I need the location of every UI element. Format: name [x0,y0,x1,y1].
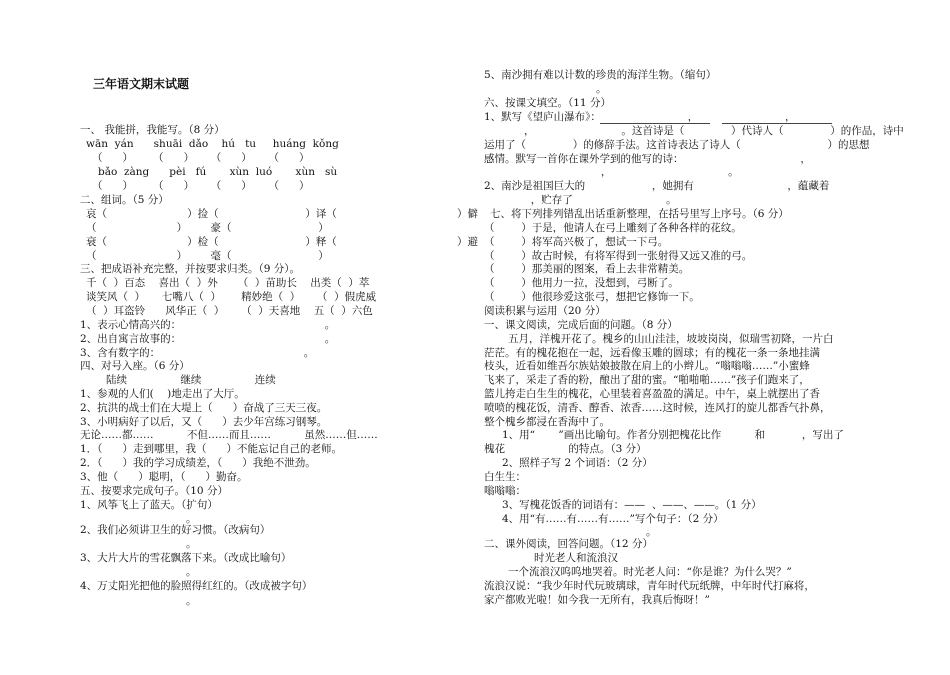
fill-sentence-3: 3、小明病好了以后，又（ ）去少年宫练习钢琴。 [80,416,328,428]
passage-line-3: 枝头，近看如维吾尔族姑娘披散在肩上的小辫儿。“嗡嗡嗡……”小蜜蜂 [484,360,810,372]
poem-line-3: 运用了（ ）的修辞手法。这首诗表达了诗人（ ）的思想 [484,139,870,151]
fill-sentence-6: 3、他（ ）聪明，（ ）勤奋。 [80,471,248,483]
passage-line-7: 整个槐乡都浸在香海中了。 [484,416,610,428]
idiom-category-3: 3、含有数字的： 。 [80,347,315,359]
story-line-2: 流浪汉说：“我少年时代玩玻璃球，青年时代玩纸牌，中年时代打麻将， [484,580,815,592]
fill-sentence-1: 1、参观的人们( )地走出了大厅。 [80,388,245,400]
order-sentence-3: （ ）故古时候，有将军得到一张射得又远又准的弓。 [484,250,753,262]
story-title: 时光老人和流浪汉 [534,552,618,564]
order-sentence-4: （ ）那美丽的图案，看上去非常精美。 [484,263,690,275]
idiom-row-1: 千（ ）百态 喜出（ ）外 （ ）苗助长 出类（ ）萃 [86,277,370,289]
word-group-row-3: 衰（ ）检（ ）释（ ）避 [86,236,479,248]
section-3-heading: 三、把成语补充完整，并按要求归类。（9 分）。 [80,263,301,275]
question-3: 3、写槐花饭香的词语有：—— 、——、——。（1 分） [502,499,762,511]
passage-line-6: 喷喷的槐花饭，清香、醇香、浓香……这时候，连风打的旋儿都香气扑鼻， [484,402,831,414]
poem-line-5: ， 。 [484,166,739,178]
poem-underline-b [722,123,832,124]
reading-heading: 阅读积累与运用（20 分） [484,305,606,317]
poem-line-4: 感情。默写一首你在课外学到的他写的诗： ， [484,153,811,165]
answer-end-5: 。 [596,83,607,95]
exam-title: 三年语文期末试题 [93,77,190,91]
example-word-2: 嗡嗡嗡： [484,485,526,497]
reading-part-2-heading: 二、课外阅读，回答问题。（12 分） [484,538,653,550]
fill-sentence-5: 2．（ ）我的学习成绩差，（ ）我绝不泄劲。 [80,457,316,469]
nansha-fill-2: ，贮存了 。 [484,194,677,206]
section-7-heading: 七、将下列排列错乱出话重新整理，在括号里写上序号。（6 分） [490,208,789,220]
question-1-cont: 槐花 的特点。（3 分） [484,443,647,455]
answer-end-6: 。 [646,526,657,538]
idiom-category-1: 1、表示心情高兴的： 。 [80,319,336,331]
sentence-task-1: 1、风筝飞上了蓝天。（扩句） [80,499,218,511]
poem-line-2: ， 。这首诗是（ ）代诗人（ ）的作品，诗中 [484,125,904,137]
poem-line-1: 1、默写《望庐山瀑布》： ， ， [484,111,796,123]
answer-brackets-row-2: （ ） （ ） （ ） （ ） [92,180,310,192]
nansha-fill-1: 2、南沙是祖国巨大的 ，她拥有 ，蕴藏着 [484,180,830,192]
sentence-task-4: 4、万丈阳光把他的脸照得红红的。（改成被字句） [80,580,313,592]
poem-underline-a [600,123,710,124]
section-1-heading: 一、 我能拼，我能写。（8 分） [80,124,225,136]
idiom-row-2: 谈笑风（ ） 七嘴八（ ） 精妙绝（ ） （ ）假虎威 [86,291,377,303]
word-choices-1: 陆续 继续 连续 [106,374,276,386]
fill-sentence-2: 2、抗洪的战士们在大堤上（ ）奋战了三天三夜。 [80,402,328,414]
question-4: 4、用“有……有……有……”写个句子：（2 分） [502,513,724,525]
answer-end-1: 。 [186,513,197,525]
question-1: 1、用“ ”画出比喻句。作者分别把槐花比作 和 ，写出了 [502,429,844,441]
section-6-heading: 六、按课文填空。（11 分） [484,97,611,109]
sentence-task-3: 3、大片大片的雪花飘落下来。（改成比喻句） [80,552,292,564]
passage-line-5: 篮儿挎走白生生的槐花，心里装着喜盈盈的满足。中午，桌上就摆出了香 [484,388,820,400]
fill-sentence-4: 1．（ ）走到哪里，我（ ）不能忘记自己的老师。 [80,443,342,455]
order-sentence-6: （ ）他很珍爱这张弓，想把它修饰一下。 [484,291,700,303]
idiom-row-3: （ ）耳盗铃 风华正（ ） （ ）天喜地 五（ ）六色 [86,305,373,317]
passage-line-1: 五月，洋槐开花了。槐乡的山山洼洼，坡坡岗岗，似瑞雪初降，一片白 [508,333,834,345]
section-4-heading: 四、对号入座。（6 分） [80,360,190,372]
sentence-task-5: 5、南沙拥有难以计数的珍贵的海洋生物。（缩句） [484,69,717,81]
passage-line-4: 飞来了，采走了香的粉，酿出了甜的蜜。“啪啪啪……”孩子们跑来了， [484,374,810,386]
word-group-row-4: （ ） 毫（ ） [86,250,329,262]
answer-brackets-row-1: （ ） （ ） （ ） （ ） [92,152,310,164]
story-line-1: 一个流浪汉呜呜地哭着。时光老人问：“你是谁？为什么哭？” [508,566,792,578]
section-2-heading: 二、组词。（5 分） [80,194,169,206]
order-sentence-2: （ ）将军高兴极了，想试一下弓。 [484,236,669,248]
order-sentence-1: （ ）于是，他请人在弓上雕刻了各种各样的花纹。 [484,222,742,234]
order-sentence-5: （ ）他用力一拉，没想到，弓断了。 [484,277,679,289]
answer-end-2: 。 [186,538,197,550]
word-group-row-1: 哀（ ）捡（ ）译（ ）僻 [86,208,479,220]
question-2: 2、照样子写 2 个词语：（2 分） [502,457,653,469]
pinyin-row-1: wān yán shuāi dǎo hú tu huáng kǒng [86,138,339,150]
reading-part-1-heading: 一、课文阅读，完成后面的问题。（8 分） [484,319,678,331]
section-5-heading: 五、按要求完成句子。（10 分） [80,485,228,497]
example-word-1: 白生生： [484,471,526,483]
word-group-row-2: （ ） 豪（ ） [86,222,329,234]
word-choices-2: 无论……都…… 不但……而且…… 虽然……但…… [80,429,378,441]
pinyin-row-2: bǎo zàng pèi fú xùn luó xùn sù [98,166,338,178]
answer-end-4: 。 [186,595,197,607]
answer-end-3: 。 [186,566,197,578]
story-line-3: 家产都败光啦！如今我一无所有，我真后悔呀！” [484,594,710,606]
idiom-category-2: 2、出自寓言故事的： 。 [80,333,336,345]
sentence-task-2: 2、我们必须讲卫生的好习惯。（改病句） [80,524,271,536]
passage-line-2: 茫茫。有的槐花抱在一起，远看像玉雕的圆球；有的槐花一条一条地挂满 [484,347,820,359]
